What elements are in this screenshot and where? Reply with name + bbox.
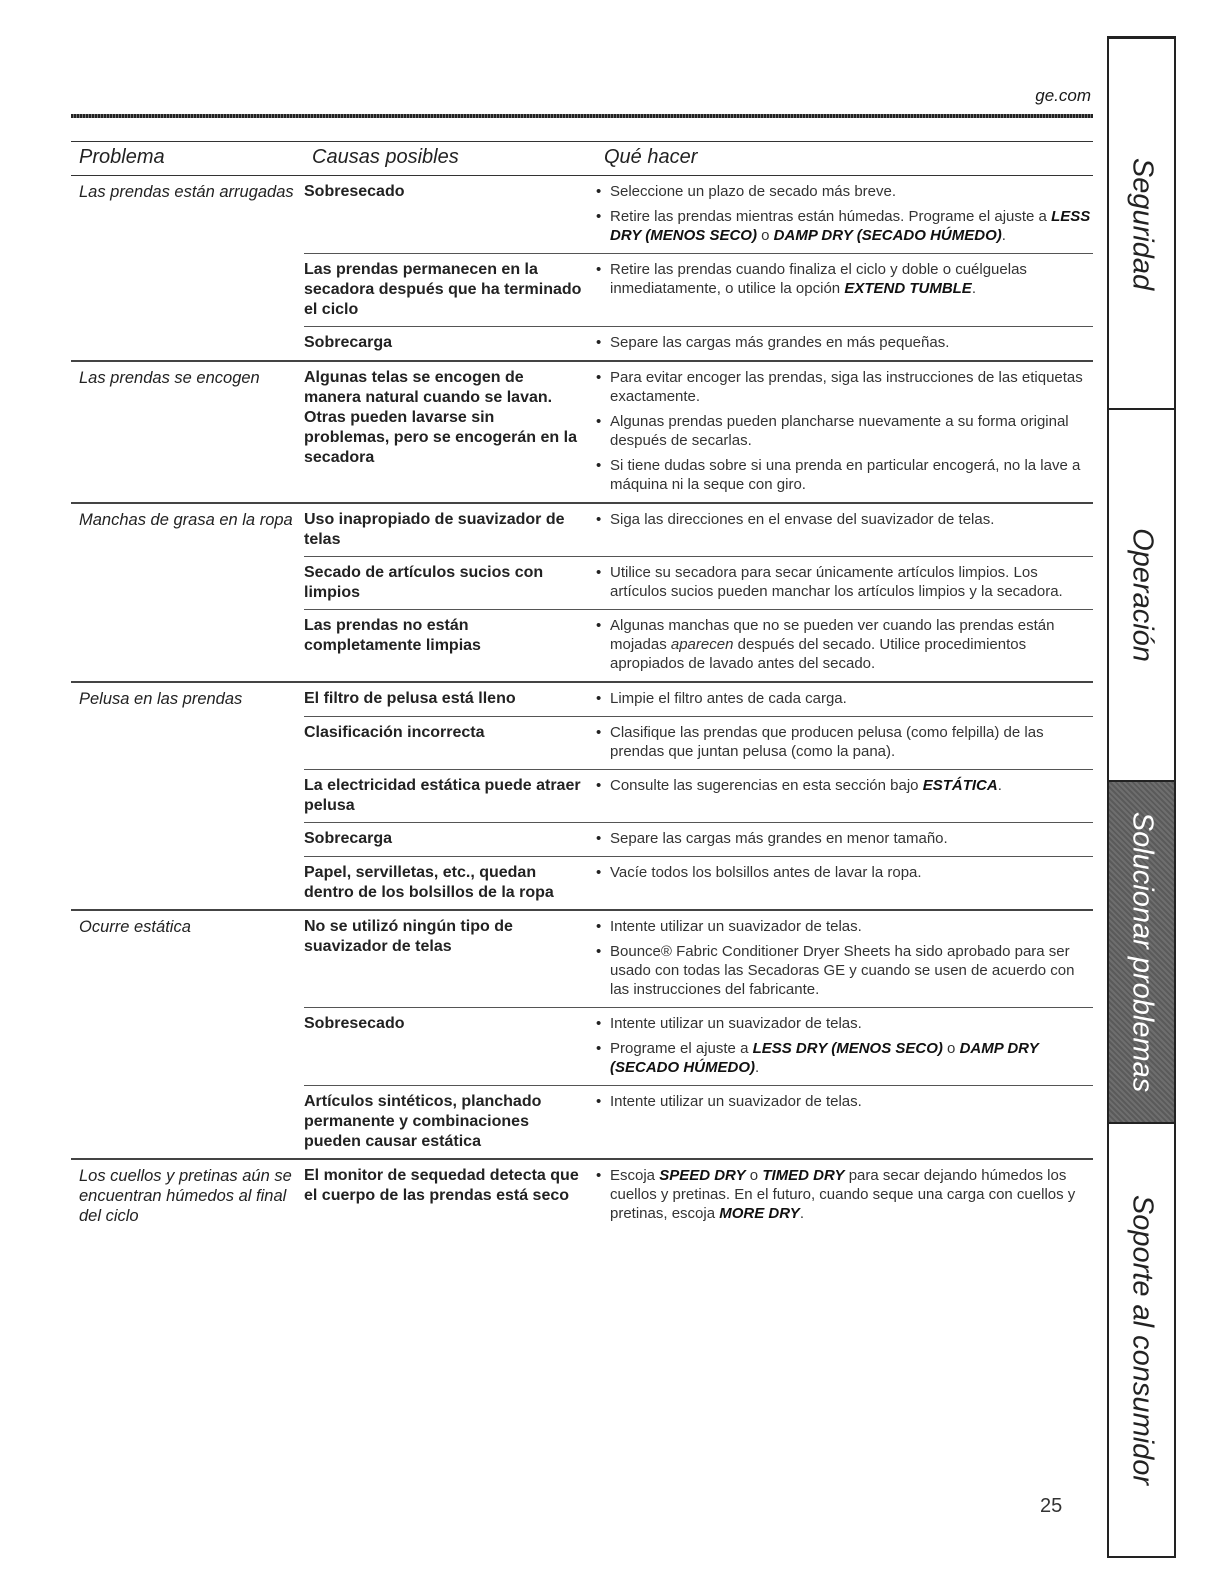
cause-label: Sobrecarga — [304, 334, 393, 351]
cause-row — [304, 504, 1093, 556]
problem-group — [71, 176, 1093, 362]
action-list — [589, 557, 1093, 609]
site-url: ge.com — [1035, 86, 1091, 105]
problem-label: Los cuellos y pretinas aún se encuentran húmedos al final del ciclo — [79, 1167, 292, 1225]
problem-group — [71, 911, 1093, 1160]
problem-label: Pelusa en las prendas — [79, 690, 243, 708]
cause-label: Artículos sintéticos, planchado permanente y combinaciones pueden causar estática — [304, 1093, 542, 1150]
cause-label: Algunas telas se encogen de manera natural cuando se lavan. Otras pueden lavarse sin problemas, pero se encogerán en la secadora — [304, 369, 577, 466]
cause-rows — [304, 176, 1093, 360]
cause-rows — [304, 1160, 1093, 1232]
page-number: 25 — [1040, 1495, 1063, 1517]
action-list — [589, 176, 1093, 253]
side-tab-label: Soporte al consumidor — [1126, 1194, 1158, 1486]
action-item: • Para evitar encoger las prendas, siga las instrucciones de las etiquetas exactamente. — [596, 368, 1093, 406]
cause-row — [304, 556, 1093, 609]
cause-row — [304, 716, 1093, 769]
problem-group — [71, 504, 1093, 683]
action-item: • Retire las prendas cuando finaliza el ciclo y doble o cuélguelas inmediatamente, o utilice la opción EXTEND TUMBLE. — [596, 260, 1093, 298]
action-item: • Intente utilizar un suavizador de telas. — [596, 917, 1093, 936]
cause-label: Secado de artículos sucios con limpios — [304, 564, 544, 601]
cause-rows — [304, 683, 1093, 909]
cause-label: El monitor de sequedad detecta que el cuerpo de las prendas está seco — [304, 1167, 579, 1204]
action-list — [589, 911, 1093, 1007]
action-item: • Programe el ajuste a LESS DRY (MENOS SECO) o DAMP DRY (SECADO HÚMEDO). — [596, 1039, 1093, 1077]
cause-label: El filtro de pelusa está lleno — [304, 690, 516, 707]
action-item: • Intente utilizar un suavizador de telas. — [596, 1014, 1093, 1033]
action-item: • Clasifique las prendas que producen pelusa (como felpilla) de las prendas que juntan pelusa (como la pana). — [596, 723, 1093, 761]
table-body — [71, 176, 1093, 1232]
action-list — [589, 683, 1093, 716]
action-list — [589, 1086, 1093, 1158]
cause-row — [304, 683, 1093, 716]
cause-label: La electricidad estática puede atraer pelusa — [304, 777, 581, 814]
action-item: • Bounce® Fabric Conditioner Dryer Sheets ha sido aprobado para ser usado con todas las Secadoras GE y cuando se usen de acuerdo con las instrucciones del fabricante. — [596, 942, 1093, 999]
action-item: • Separe las cargas más grandes en más pequeñas. — [596, 333, 1093, 352]
cause-label: Las prendas no están completamente limpias — [304, 617, 481, 654]
side-tab-label: Seguridad — [1126, 157, 1158, 290]
action-list — [589, 327, 1093, 360]
cause-row — [304, 609, 1093, 681]
cause-label: Uso inapropiado de suavizador de telas — [304, 511, 565, 548]
action-item: • Separe las cargas más grandes en menor tamaño. — [596, 829, 1093, 848]
cause-row — [304, 1160, 1093, 1231]
action-item: • Vacíe todos los bolsillos antes de lavar la ropa. — [596, 863, 1093, 882]
action-item: • Si tiene dudas sobre si una prenda en particular encogerá, no la lave a máquina ni la seque con giro. — [596, 456, 1093, 494]
action-list — [589, 1160, 1093, 1231]
problem-group — [71, 1160, 1093, 1232]
table-header — [71, 141, 1093, 176]
cause-label: Sobresecado — [304, 1015, 405, 1032]
cause-row — [304, 1007, 1093, 1085]
cause-label: Las prendas permanecen en la secadora después que ha terminado el ciclo — [304, 261, 582, 318]
cause-rows — [304, 911, 1093, 1158]
action-list — [589, 823, 1093, 856]
action-list — [589, 770, 1093, 822]
side-tab-label: Solucionar problemas — [1126, 811, 1158, 1093]
action-item: • Limpie el filtro antes de cada carga. — [596, 689, 1093, 708]
top-rule — [71, 114, 1093, 118]
action-item: • Intente utilizar un suavizador de telas. — [596, 1092, 1093, 1111]
cause-row — [304, 911, 1093, 1007]
cause-label: Sobrecarga — [304, 830, 393, 847]
cause-label: Clasificación incorrecta — [304, 724, 485, 741]
cause-rows — [304, 504, 1093, 681]
action-list — [589, 717, 1093, 769]
action-item: • Siga las direcciones en el envase del suavizador de telas. — [596, 510, 1093, 529]
cause-row — [304, 1085, 1093, 1158]
problem-group — [71, 683, 1093, 911]
action-item: • Escoja SPEED DRY o TIMED DRY para secar dejando húmedos los cuellos y pretinas. En el futuro, cuando seque una carga con cuellos y pretinas, escoja MORE DRY. — [596, 1166, 1093, 1223]
action-list — [589, 254, 1093, 326]
column-header-problem: Problema — [79, 146, 165, 168]
side-tab[interactable] — [1109, 36, 1174, 408]
action-item: • Consulte las sugerencias en esta sección bajo ESTÁTICA. — [596, 776, 1093, 795]
cause-label: Papel, servilletas, etc., quedan dentro de los bolsillos de la ropa — [304, 864, 554, 901]
cause-row — [304, 822, 1093, 856]
cause-label: Sobresecado — [304, 183, 405, 200]
side-tab[interactable] — [1109, 1122, 1174, 1558]
cause-label: No se utilizó ningún tipo de suavizador de telas — [304, 918, 513, 955]
problem-label: Manchas de grasa en la ropa — [79, 511, 293, 529]
troubleshooting-table — [71, 141, 1093, 1232]
action-item: • Retire las prendas mientras están húmedas. Programe el ajuste a LESS DRY (MENOS SECO) o DAMP DRY (SECADO HÚMEDO). — [596, 207, 1093, 245]
problem-label: Ocurre estática — [79, 918, 191, 936]
side-tab-label: Operación — [1126, 528, 1158, 662]
action-list — [589, 1008, 1093, 1085]
action-item: • Utilice su secadora para secar únicamente artículos limpios. Los artículos sucios pueden manchar los artículos limpios y la secadora. — [596, 563, 1093, 601]
cause-row — [304, 176, 1093, 253]
cause-row — [304, 856, 1093, 909]
action-list — [589, 610, 1093, 681]
action-list — [589, 857, 1093, 909]
action-item: • Seleccione un plazo de secado más breve. — [596, 182, 1093, 201]
cause-rows — [304, 362, 1093, 502]
column-header-causes: Causas posibles — [312, 146, 459, 168]
cause-row — [304, 362, 1093, 502]
column-header-what-to-do: Qué hacer — [604, 146, 698, 168]
action-list — [589, 362, 1093, 502]
action-item: • Algunas prendas pueden plancharse nuevamente a su forma original después de secarlas. — [596, 412, 1093, 450]
action-list — [589, 504, 1093, 556]
cause-row — [304, 769, 1093, 822]
section-tabs — [1107, 36, 1176, 1558]
cause-row — [304, 326, 1093, 360]
problem-group — [71, 362, 1093, 504]
problem-label: Las prendas se encogen — [79, 369, 260, 387]
problem-label: Las prendas están arrugadas — [79, 183, 294, 201]
side-tab[interactable] — [1109, 780, 1174, 1122]
cause-row — [304, 253, 1093, 326]
action-item: • Algunas manchas que no se pueden ver cuando las prendas están mojadas aparecen después del secado. Utilice procedimientos apropiados de lavado antes del secado. — [596, 616, 1093, 673]
side-tab[interactable] — [1109, 408, 1174, 780]
